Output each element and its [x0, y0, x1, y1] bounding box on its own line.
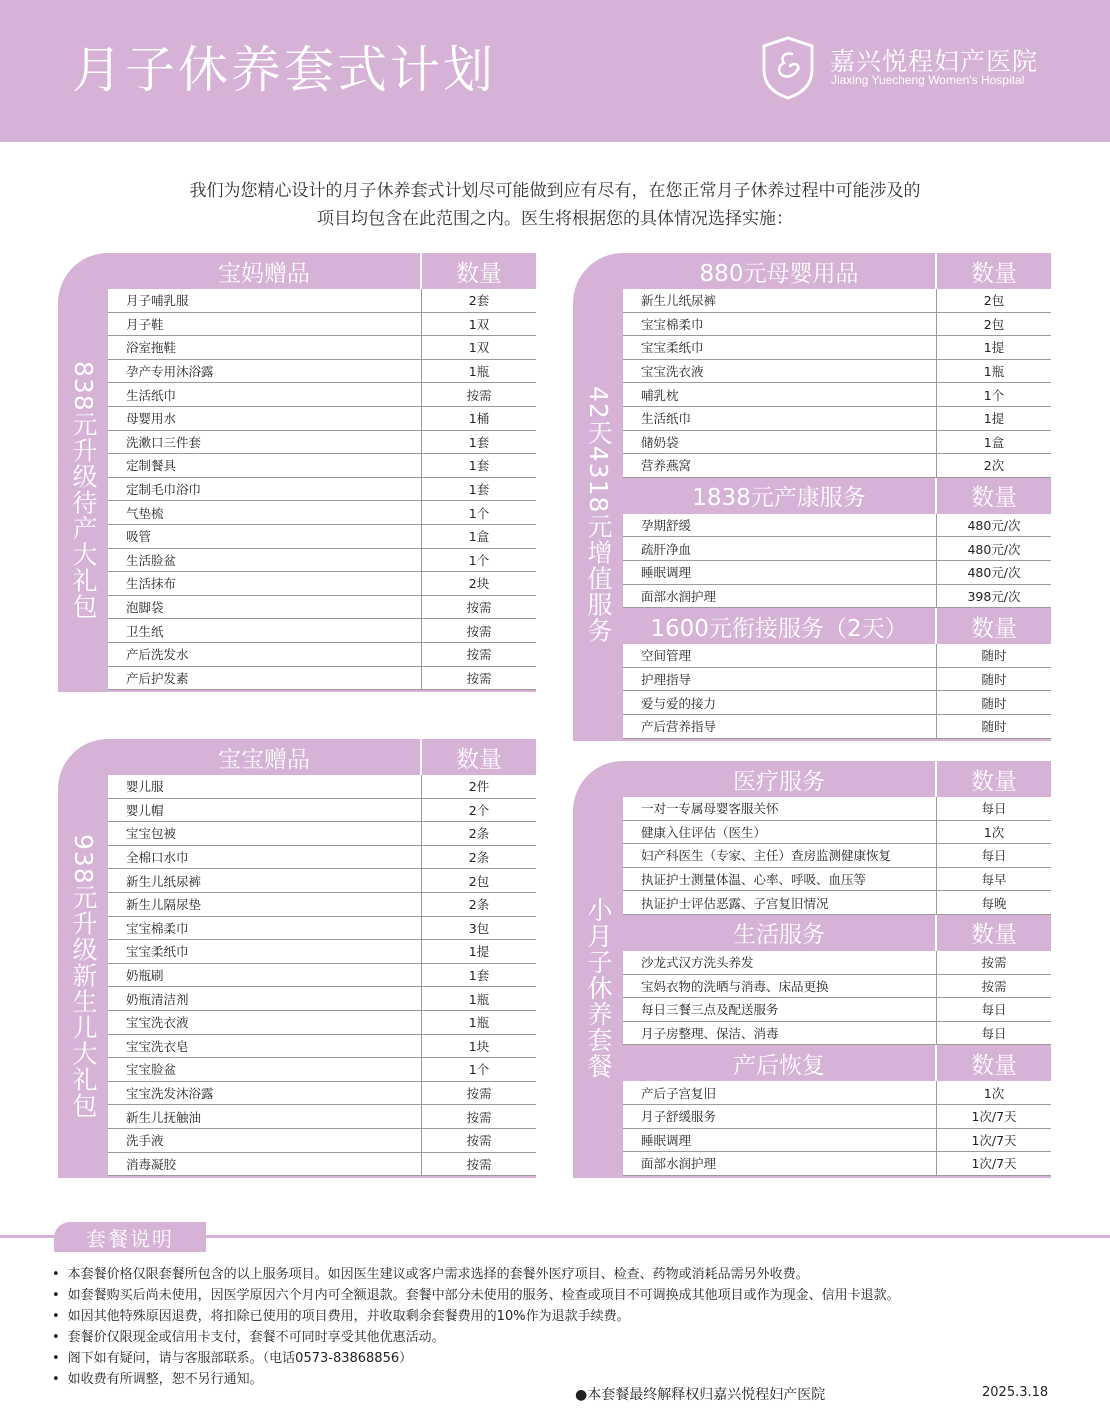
hospital-logo-icon: [760, 36, 816, 100]
notes-list: [52, 1264, 1062, 1390]
table-row: [623, 313, 1051, 337]
table-row: [108, 431, 536, 455]
table-row: [108, 501, 536, 525]
item-name-cell: 睡眠调理: [623, 561, 937, 584]
table-row: [108, 893, 536, 917]
item-name-cell: 宝宝棉柔巾: [108, 917, 422, 940]
item-name-cell: 爱与爱的接力: [623, 691, 937, 714]
table-row: [623, 998, 1051, 1022]
item-name-cell: 新生儿纸尿裤: [108, 869, 422, 892]
item-qty-cell: 1套: [468, 458, 490, 474]
value-added-table: [623, 253, 1051, 739]
item-qty-cell: 每日: [981, 848, 1007, 864]
item-qty-cell: 480元/次: [967, 565, 1021, 581]
note-item: • 本套餐价格仅限套餐所包含的以上服务项目。如因医生建议或客户需求选择的套餐外医疗项目、检查、药物或消耗品需另外收费。: [52, 1264, 1062, 1285]
table-row: [623, 585, 1051, 609]
small-package-header-medical: [623, 761, 1051, 797]
item-name-cell: 母婴用水: [108, 407, 422, 430]
item-name-cell: 消毒凝胶: [108, 1153, 422, 1176]
item-qty-cell: 按需: [466, 1156, 492, 1172]
item-name-cell: 浴室拖鞋: [108, 336, 422, 359]
item-qty-cell: 每日: [981, 801, 1007, 817]
intro-line-1: 我们为您精心设计的月子休养套式计划尽可能做到应有尽有，在您正常月子休养过程中可能涉及的: [189, 181, 921, 201]
table-row: [108, 289, 536, 313]
item-qty-cell: 2包: [468, 873, 490, 889]
table-row: [108, 822, 536, 846]
table-row: [623, 1152, 1051, 1176]
item-name-cell: 定制毛巾浴巾: [108, 478, 422, 501]
small-package-postpartum-rows: [623, 1081, 1051, 1175]
table-row: [108, 478, 536, 502]
note-item: • 阁下如有疑问，请与客服部联系。（电话0573-83868856）: [52, 1348, 1062, 1369]
table-row: [623, 715, 1051, 739]
item-name-cell: 宝妈衣物的洗晒与消毒、床品更换: [623, 975, 937, 998]
item-name-cell: 生活纸巾: [108, 383, 422, 406]
item-qty-cell: 1双: [468, 316, 490, 332]
item-qty-cell: 2个: [468, 802, 490, 818]
item-qty-cell: 2次: [983, 458, 1005, 474]
note-item: • 套餐价仅限现金或信用卡支付，套餐不可同时享受其他优惠活动。: [52, 1327, 1062, 1348]
item-qty-cell: 1套: [468, 434, 490, 450]
value-added-recovery-rows: [623, 514, 1051, 608]
item-qty-cell: 按需: [466, 1109, 492, 1125]
table-row: [108, 572, 536, 596]
item-qty-cell: 每晚: [981, 895, 1007, 911]
item-qty-cell: 1个: [983, 387, 1005, 403]
column-header-item: 生活服务: [623, 915, 937, 951]
item-name-cell: 新生儿纸尿裤: [623, 289, 937, 312]
table-row: [108, 667, 536, 691]
mom-gift-block: [58, 253, 536, 692]
item-qty-cell: 2包: [983, 316, 1005, 332]
table-row: [108, 1129, 536, 1153]
item-qty-cell: 1瓶: [468, 991, 490, 1007]
item-name-cell: 生活脸盆: [108, 549, 422, 572]
item-name-cell: 执证护士评估恶露、子宫复旧情况: [623, 891, 937, 914]
table-row: [623, 336, 1051, 360]
item-name-cell: 新生儿抚触油: [108, 1105, 422, 1128]
table-row: [108, 1011, 536, 1035]
item-name-cell: 储奶袋: [623, 431, 937, 454]
column-header-qty: 数量: [971, 1052, 1017, 1079]
table-row: [623, 1081, 1051, 1105]
item-name-cell: 产后洗发水: [108, 643, 422, 666]
item-qty-cell: 1盒: [983, 434, 1005, 450]
item-qty-cell: 2条: [468, 897, 490, 913]
item-name-cell: 宝宝洗衣皂: [108, 1035, 422, 1058]
item-name-cell: 生活抹布: [108, 572, 422, 595]
item-qty-cell: 按需: [466, 387, 492, 403]
table-row: [623, 1022, 1051, 1046]
mom-gift-side-label: 838元升级待产大礼包: [69, 361, 98, 620]
table-row: [623, 891, 1051, 915]
item-name-cell: 产后护发素: [108, 667, 422, 690]
column-header-qty: 数量: [971, 485, 1017, 512]
item-qty-cell: 随时: [981, 695, 1007, 711]
table-row: [623, 431, 1051, 455]
baby-gift-table: [108, 739, 536, 1176]
mom-gift-table-header: [108, 253, 536, 289]
baby-gift-side-label: 938元升级新生儿大礼包: [69, 834, 98, 1119]
intro-line-2: 项目均包含在此范围之内。医生将根据您的具体情况选择实施：: [317, 209, 793, 229]
table-row: [623, 1129, 1051, 1153]
hospital-name-en: Jiaxing Yuecheng Women's Hospital: [831, 73, 1025, 87]
item-name-cell: 产后子宫复旧: [623, 1081, 937, 1104]
table-row: [108, 336, 536, 360]
item-qty-cell: 2条: [468, 826, 490, 842]
small-package-header-life: [623, 915, 1051, 951]
column-header-item: 1600元衔接服务（2天）: [623, 608, 937, 644]
table-row: [108, 313, 536, 337]
item-qty-cell: 随时: [981, 648, 1007, 664]
item-name-cell: 宝宝洗衣液: [623, 360, 937, 383]
small-package-side-label: 小月子休养套餐: [584, 896, 613, 1079]
item-name-cell: 宝宝洗发沐浴露: [108, 1082, 422, 1105]
item-name-cell: 月子哺乳服: [108, 289, 422, 312]
column-header-item: 宝宝赠品: [108, 739, 422, 775]
value-added-header-transition: [623, 608, 1051, 644]
item-name-cell: 妇产科医生（专家、主任）查房监测健康恢复: [623, 844, 937, 867]
item-qty-cell: 按需: [981, 978, 1007, 994]
table-row: [108, 940, 536, 964]
item-qty-cell: 随时: [981, 672, 1007, 688]
table-row: [623, 360, 1051, 384]
mom-gift-rows: [108, 289, 536, 690]
item-qty-cell: 2包: [983, 293, 1005, 309]
table-row: [623, 797, 1051, 821]
item-qty-cell: 3包: [468, 920, 490, 936]
item-name-cell: 宝宝包被: [108, 822, 422, 845]
item-name-cell: 睡眠调理: [623, 1129, 937, 1152]
value-added-block: [573, 253, 1051, 741]
table-row: [623, 844, 1051, 868]
table-row: [108, 1058, 536, 1082]
small-package-table: [623, 761, 1051, 1176]
table-row: [108, 360, 536, 384]
item-name-cell: 婴儿服: [108, 775, 422, 798]
item-name-cell: 奶瓶清洁剂: [108, 987, 422, 1010]
item-qty-cell: 1块: [468, 1038, 490, 1054]
item-name-cell: 月子舒缓服务: [623, 1105, 937, 1128]
small-package-life-rows: [623, 951, 1051, 1045]
item-qty-cell: 2条: [468, 850, 490, 866]
item-qty-cell: 按需: [981, 955, 1007, 971]
table-row: [108, 799, 536, 823]
column-header-item: 880元母婴用品: [623, 253, 937, 289]
footer-date: 2025.3.18: [982, 1385, 1049, 1400]
item-qty-cell: 按需: [466, 1133, 492, 1149]
item-name-cell: 宝宝脸盆: [108, 1058, 422, 1081]
value-added-transition-rows: [623, 644, 1051, 738]
item-qty-cell: 1提: [468, 944, 490, 960]
notes-title: 套餐说明: [54, 1222, 206, 1252]
item-name-cell: 月子房整理、保洁、消毒: [623, 1022, 937, 1045]
small-package-header-postpartum: [623, 1045, 1051, 1081]
item-name-cell: 气垫梳: [108, 501, 422, 524]
column-header-qty: 数量: [971, 922, 1017, 949]
intro-text: [60, 177, 1050, 233]
item-name-cell: 护理指导: [623, 668, 937, 691]
item-qty-cell: 每日: [981, 1026, 1007, 1042]
item-name-cell: 宝宝柔纸巾: [623, 336, 937, 359]
item-name-cell: 每日三餐三点及配送服务: [623, 998, 937, 1021]
item-qty-cell: 1瓶: [468, 1015, 490, 1031]
item-name-cell: 生活纸巾: [623, 407, 937, 430]
item-qty-cell: 2件: [468, 779, 490, 795]
table-row: [623, 407, 1051, 431]
table-row: [623, 821, 1051, 845]
item-name-cell: 面部水润护理: [623, 585, 937, 608]
table-row: [108, 643, 536, 667]
item-qty-cell: 2块: [468, 576, 490, 592]
table-row: [623, 383, 1051, 407]
baby-gift-table-header: [108, 739, 536, 775]
table-row: [108, 549, 536, 573]
column-header-qty: 数量: [971, 615, 1017, 642]
table-row: [108, 1105, 536, 1129]
item-qty-cell: 1桶: [468, 411, 490, 427]
item-name-cell: 宝宝棉柔巾: [623, 313, 937, 336]
table-row: [623, 537, 1051, 561]
column-header-item: 宝妈赠品: [108, 253, 422, 289]
item-name-cell: 产后营养指导: [623, 715, 937, 738]
small-package-block: [573, 761, 1051, 1178]
item-name-cell: 泡脚袋: [108, 596, 422, 619]
item-qty-cell: 1双: [468, 340, 490, 356]
item-name-cell: 吸管: [108, 525, 422, 548]
item-name-cell: 孕产专用沐浴露: [108, 360, 422, 383]
item-qty-cell: 按需: [466, 600, 492, 616]
small-package-medical-rows: [623, 797, 1051, 915]
item-qty-cell: 按需: [466, 670, 492, 686]
table-row: [108, 383, 536, 407]
table-row: [108, 454, 536, 478]
table-row: [623, 951, 1051, 975]
item-name-cell: 执证护士测量体温、心率、呼吸、血压等: [623, 868, 937, 891]
footer-disclaimer: ●本套餐最终解释权归嘉兴悦程妇产医院: [575, 1387, 826, 1403]
table-row: [623, 561, 1051, 585]
table-row: [108, 407, 536, 431]
table-row: [623, 514, 1051, 538]
item-name-cell: 婴儿帽: [108, 799, 422, 822]
table-row: [623, 691, 1051, 715]
item-qty-cell: 1个: [468, 505, 490, 521]
mom-gift-table: [108, 253, 536, 690]
value-added-side-label: 42天4318元增值服务: [584, 386, 613, 644]
item-qty-cell: 1套: [468, 968, 490, 984]
table-row: [623, 644, 1051, 668]
table-row: [108, 964, 536, 988]
item-qty-cell: 随时: [981, 719, 1007, 735]
item-qty-cell: 480元/次: [967, 541, 1021, 557]
hospital-name-cn: 嘉兴悦程妇产医院: [830, 47, 1039, 76]
item-name-cell: 一对一专属母婴客服关怀: [623, 797, 937, 820]
item-name-cell: 沙龙式汉方洗头养发: [623, 951, 937, 974]
column-header-qty: 数量: [456, 746, 502, 773]
table-row: [108, 596, 536, 620]
item-name-cell: 卫生纸: [108, 619, 422, 642]
item-qty-cell: 398元/次: [967, 588, 1021, 604]
table-row: [623, 868, 1051, 892]
item-name-cell: 新生儿隔尿垫: [108, 893, 422, 916]
item-qty-cell: 1次: [983, 824, 1005, 840]
table-row: [623, 668, 1051, 692]
note-item: • 如因其他特殊原因退费，将扣除已使用的项目费用，并收取剩余套餐费用的10%作为退款手续费。: [52, 1306, 1062, 1327]
item-qty-cell: 1个: [468, 1062, 490, 1078]
table-row: [108, 917, 536, 941]
table-row: [623, 975, 1051, 999]
item-name-cell: 宝宝洗衣液: [108, 1011, 422, 1034]
note-item: • 如收费有所调整，恕不另行通知。: [52, 1369, 1062, 1390]
item-qty-cell: 1次/7天: [971, 1132, 1017, 1148]
item-qty-cell: 1次: [983, 1085, 1005, 1101]
item-qty-cell: 1提: [983, 340, 1005, 356]
item-name-cell: 宝宝柔纸巾: [108, 940, 422, 963]
column-header-item: 医疗服务: [623, 761, 937, 797]
item-qty-cell: 1次/7天: [971, 1156, 1017, 1172]
item-qty-cell: 1个: [468, 552, 490, 568]
column-header-qty: 数量: [971, 260, 1017, 287]
table-row: [108, 1082, 536, 1106]
item-qty-cell: 按需: [466, 1086, 492, 1102]
item-name-cell: 营养燕窝: [623, 454, 937, 477]
item-name-cell: 哺乳枕: [623, 383, 937, 406]
table-row: [108, 846, 536, 870]
item-qty-cell: 每早: [981, 872, 1007, 888]
item-name-cell: 疏肝净血: [623, 537, 937, 560]
item-qty-cell: 480元/次: [967, 518, 1021, 534]
item-qty-cell: 1套: [468, 482, 490, 498]
item-name-cell: 月子鞋: [108, 313, 422, 336]
item-name-cell: 定制餐具: [108, 454, 422, 477]
header-banner: [0, 0, 1110, 142]
value-added-header-goods: [623, 253, 1051, 289]
page-title: 月子休养套式计划: [72, 41, 496, 99]
table-row: [623, 454, 1051, 478]
column-header-qty: 数量: [971, 768, 1017, 795]
column-header-item: 1838元产康服务: [623, 478, 937, 514]
item-name-cell: 洗漱口三件套: [108, 431, 422, 454]
note-item: • 如套餐购买后尚未使用，因医学原因六个月内可全额退款。套餐中部分未使用的服务、检查或项目不可调换成其他项目或作为现金、信用卡退款。: [52, 1285, 1062, 1306]
value-added-goods-rows: [623, 289, 1051, 478]
table-row: [108, 987, 536, 1011]
item-qty-cell: 1瓶: [468, 364, 490, 380]
table-row: [623, 289, 1051, 313]
item-qty-cell: 1瓶: [983, 364, 1005, 380]
item-name-cell: 健康入住评估（医生）: [623, 821, 937, 844]
table-row: [108, 1153, 536, 1177]
item-name-cell: 全棉口水巾: [108, 846, 422, 869]
item-qty-cell: 每日: [981, 1002, 1007, 1018]
item-qty-cell: 1提: [983, 411, 1005, 427]
item-name-cell: 面部水润护理: [623, 1152, 937, 1175]
baby-gift-rows: [108, 775, 536, 1176]
item-name-cell: 孕期舒缓: [623, 514, 937, 537]
table-row: [623, 1105, 1051, 1129]
column-header-item: 产后恢复: [623, 1045, 937, 1081]
item-name-cell: 空间管理: [623, 644, 937, 667]
table-row: [108, 1035, 536, 1059]
table-row: [108, 775, 536, 799]
baby-gift-block: [58, 739, 536, 1178]
item-qty-cell: 按需: [466, 647, 492, 663]
item-qty-cell: 1盒: [468, 529, 490, 545]
table-row: [108, 619, 536, 643]
table-row: [108, 525, 536, 549]
value-added-header-recovery: [623, 478, 1051, 514]
table-row: [108, 869, 536, 893]
item-qty-cell: 按需: [466, 623, 492, 639]
item-qty-cell: 2套: [468, 293, 490, 309]
item-name-cell: 奶瓶刷: [108, 964, 422, 987]
item-qty-cell: 1次/7天: [971, 1109, 1017, 1125]
item-name-cell: 洗手液: [108, 1129, 422, 1152]
column-header-qty: 数量: [456, 260, 502, 287]
